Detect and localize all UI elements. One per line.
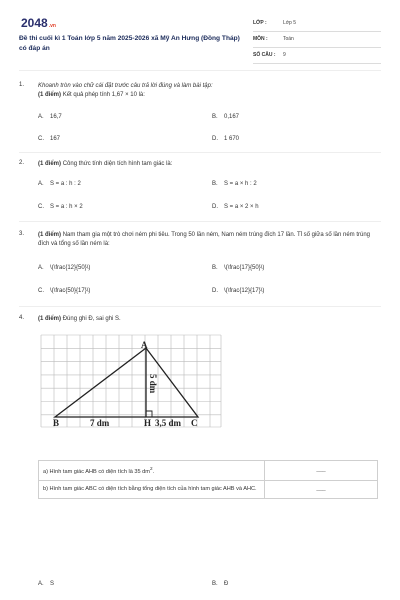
option-a[interactable] — [38, 265, 90, 271]
question-number: 4. — [19, 315, 25, 321]
meta-key: SỐ CÂU : — [253, 52, 276, 58]
answer-cell[interactable] — [265, 461, 378, 481]
option-key: A. — [38, 114, 44, 120]
question-text: Nam tham gia một trò chơi ném phi tiêu. Trong 50 lần ném, Nam ném trúng đích 17 lần. Tỉ số giữa số lần ném trúng đích và tổng số lần ném là: — [38, 232, 371, 247]
option-text: \(\frac{12}{50}\) — [50, 265, 91, 271]
option-text: 167 — [50, 136, 61, 142]
option-key: C. — [38, 136, 44, 142]
option-d[interactable] — [212, 136, 239, 142]
question-number: 2. — [19, 160, 25, 166]
option-text: S — [50, 581, 55, 587]
option-text: S = a × 2 × h — [224, 204, 259, 210]
option-key: A. — [38, 181, 44, 187]
option-key: C. — [38, 288, 44, 294]
question-number: 1. — [19, 82, 25, 88]
option-b[interactable] — [212, 181, 257, 187]
option-key: D. — [212, 288, 218, 294]
grid-lines — [41, 335, 221, 427]
question-body — [38, 315, 383, 324]
true-false-table — [38, 460, 378, 499]
divider — [19, 152, 381, 153]
answer-blank: ___ — [316, 486, 326, 493]
divider — [19, 221, 381, 222]
option-key: B. — [212, 265, 218, 271]
segment-bh-label: 7 dm — [90, 418, 110, 428]
table-row — [39, 481, 378, 499]
option-text: 1 670 — [224, 136, 240, 142]
meta-value: Toán — [283, 36, 294, 42]
option-text: 16,7 — [50, 114, 62, 120]
triangle-diagram — [40, 334, 222, 428]
option-d[interactable] — [212, 288, 264, 294]
segment-ah-label: 5 dm — [148, 374, 158, 394]
statement-cell — [39, 461, 265, 481]
divider — [19, 70, 381, 71]
meta-key: LỚP : — [253, 20, 267, 26]
option-text: \(\frac{17}{50}\) — [224, 265, 265, 271]
option-text: 0,167 — [224, 114, 240, 120]
option-key: A. — [38, 265, 44, 271]
option-key: C. — [38, 204, 44, 210]
option-text: S = a : h × 2 — [50, 204, 83, 210]
triangle-abc — [55, 348, 198, 417]
meta-value: 9 — [283, 52, 286, 58]
meta-key: MÔN : — [253, 36, 268, 42]
logo-main: 2048 — [21, 16, 48, 30]
vertex-c-label: C — [191, 418, 198, 428]
option-b[interactable] — [212, 114, 239, 120]
option-text: Đ — [224, 581, 229, 587]
meta-row-subject — [253, 32, 381, 48]
exam-meta — [253, 16, 381, 64]
meta-value: Lớp 5 — [283, 20, 297, 26]
statement-text-end: . — [152, 468, 155, 475]
question-body — [38, 231, 383, 249]
logo-suffix: .vn — [48, 23, 56, 29]
answer-cell[interactable] — [265, 481, 378, 499]
table-row — [39, 461, 378, 481]
question-text: Đúng ghi Đ, sai ghi S. — [62, 316, 121, 322]
statement-cell — [39, 481, 265, 499]
option-text: S = a : h : 2 — [50, 181, 81, 187]
statement-superscript: 2 — [149, 466, 153, 471]
option-d[interactable] — [212, 204, 259, 210]
option-text: \(\frac{50}{17}\) — [50, 288, 91, 294]
question-instruction: Khoanh tròn vào chữ cái đặt trước câu trả lời đúng và làm bài tập: — [38, 83, 213, 89]
question-points: (1 điểm) — [38, 316, 62, 322]
option-key: D. — [212, 136, 218, 142]
option-key: A. — [38, 581, 44, 587]
answer-blank: ___ — [316, 467, 326, 474]
vertex-b-label: B — [53, 418, 60, 428]
statement-text: b) Hình tam giác ABC có diện tích bằng tổng diện tích của hình tam giác AHB và AHC. — [43, 486, 257, 493]
triangle-figure — [40, 334, 222, 428]
option-text: S = a × h : 2 — [224, 181, 257, 187]
option-c[interactable] — [38, 136, 60, 142]
question-body — [38, 160, 383, 169]
option-key: B. — [212, 114, 218, 120]
meta-row-count — [253, 48, 381, 64]
meta-row-class — [253, 16, 381, 32]
option-key: B. — [212, 581, 218, 587]
option-c[interactable] — [38, 288, 90, 294]
question-text: Công thức tính diện tích hình tam giác là: — [62, 161, 173, 167]
exam-title: Đề thi cuối kì 1 Toán lớp 5 năm 2025-2026 xã Mỹ An Hưng (Đồng Tháp) có đáp án — [19, 35, 240, 52]
vertex-a-label: A — [141, 340, 148, 350]
option-a[interactable] — [38, 581, 54, 587]
option-b[interactable] — [212, 265, 264, 271]
right-angle-mark — [146, 411, 152, 417]
divider — [19, 306, 381, 307]
question-body — [38, 82, 383, 100]
question-points: (1 điểm) — [38, 161, 62, 167]
option-b[interactable] — [212, 581, 228, 587]
option-a[interactable] — [38, 181, 81, 187]
option-a[interactable] — [38, 114, 62, 120]
question-points: (1 điểm) — [38, 232, 62, 238]
option-text: \(\frac{12}{17}\) — [224, 288, 265, 294]
statement-text: a) Hình tam giác AHB có diện tích là 35 dm — [43, 468, 150, 475]
option-c[interactable] — [38, 204, 83, 210]
option-key: D. — [212, 204, 218, 210]
option-key: B. — [212, 181, 218, 187]
page-header — [19, 12, 381, 62]
segment-hc-label: 3,5 dm — [155, 418, 182, 428]
question-text: Kết quả phép tính 1,67 × 10 là: — [62, 92, 145, 98]
vertex-h-label: H — [144, 418, 152, 428]
site-logo[interactable] — [21, 16, 56, 30]
question-points: (1 điểm) — [38, 92, 62, 98]
question-number: 3. — [19, 231, 25, 237]
